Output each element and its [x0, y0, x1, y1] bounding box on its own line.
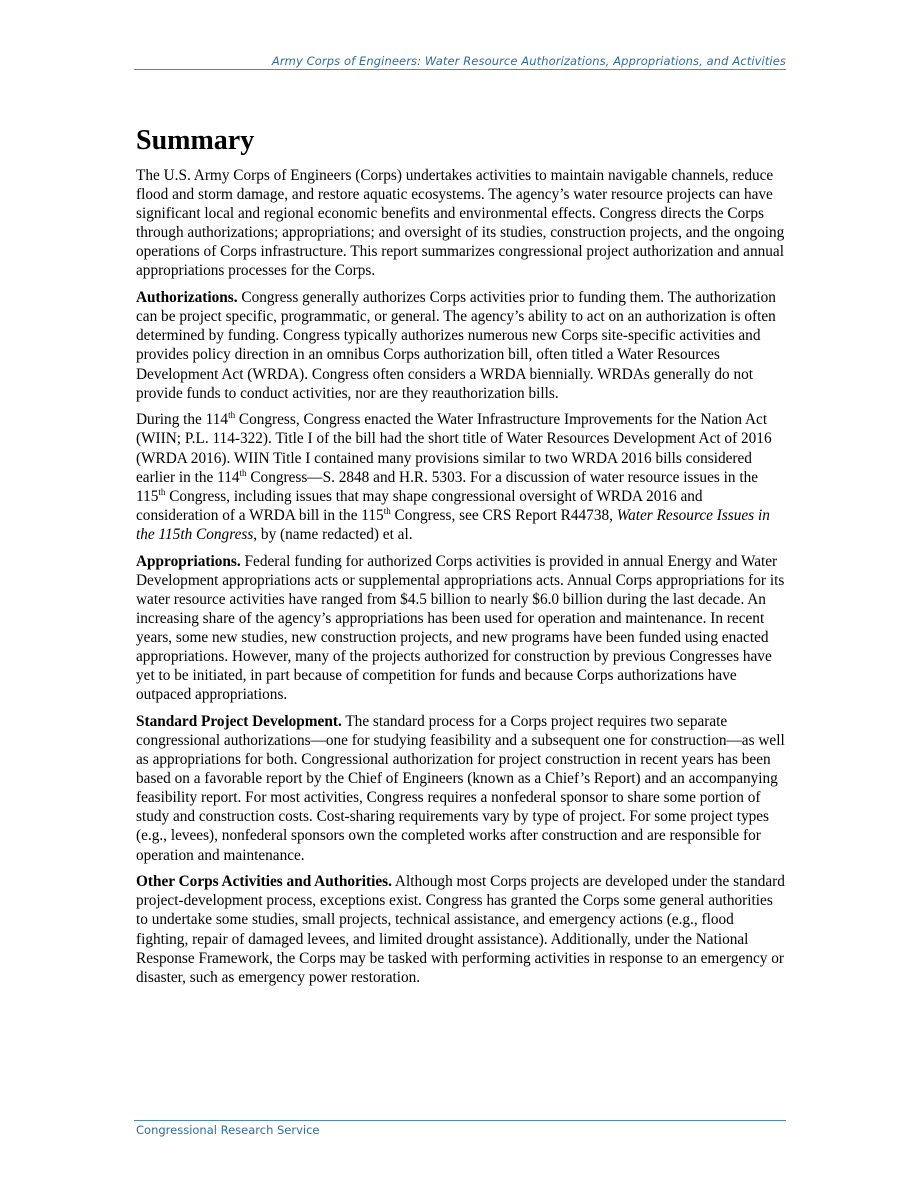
report-title: Water Resource Issues in the 115th Congress — [136, 506, 770, 543]
running-header: Army Corps of Engineers: Water Resource Authorizations, Appropriations, and Activities — [271, 54, 786, 68]
summary-section — [136, 124, 788, 994]
page-title: Summary — [136, 125, 255, 156]
paragraph-other-activities — [136, 872, 788, 987]
paragraph-text: Congress, Congress enacted the Water Infrastructure Improvements for the Nation Act (WIIN; P.L. 114-322). Title I of the bill had the short title of Water Resources Development Act of 2016 (WRDA 2016). WIIN Title I contained many provisions similar to two WRDA 2016 bills considered earlier in the 114 — [136, 411, 772, 486]
paragraph-congress — [136, 410, 788, 544]
paragraph-text: Although most Corps projects are developed under the standard project-development process, exceptions exist. Congress has granted the Corps some general authorities to undertake some studies, small projects, technical assistance, and emergency actions (e.g., flood fighting, repair of damaged levees, and limited drought assistance). Additionally, under the National Response Framework, the Corps may be tasked with performing activities in response to an emergency or disaster, such as emergency power restoration. — [136, 873, 785, 986]
paragraph-lead: Appropriations. — [136, 552, 241, 570]
paragraph-authorizations — [136, 288, 788, 403]
header-divider — [134, 69, 786, 70]
paragraph-text: Congress, including issues that may shape congressional oversight of WRDA 2016 and consideration of a WRDA bill in the 115 — [136, 487, 703, 524]
ordinal-superscript: th — [228, 410, 236, 421]
paragraph-text: Congress generally authorizes Corps activities prior to funding them. The authorization can be project specific, programmatic, or general. The agency’s ability to act on an authorization is often determined by funding. Congress typically authorizes numerous new Corps site-specific activities and provides policy direction in an omnibus Corps authorization bill, often titled a Water Resources Development Act (WRDA). Congress often considers a WRDA biennially. WRDAs generally do not provide funds to conduct activities, nor are they reauthorization bills. — [136, 289, 776, 402]
ordinal-superscript: th — [239, 467, 247, 478]
paragraph-text: Congress, see CRS Report R44738, — [390, 506, 617, 524]
ordinal-superscript: th — [158, 486, 166, 497]
paragraph-lead: Other Corps Activities and Authorities. — [136, 873, 392, 891]
paragraph-appropriations — [136, 552, 788, 705]
paragraph-intro: The U.S. Army Corps of Engineers (Corps) undertakes activities to maintain navigable channels, reduce flood and storm damage, and restore aquatic ecosystems. The agency’s water resource projects can have significant local and regional economic benefits and environmental effects. Congress directs the Corps through authorizations; appropriations; and oversight of its studies, construction projects, and the ongoing operations of Corps infrastructure. This report summarizes congressional project authorization and annual appropriations processes for the Corps. — [136, 167, 785, 280]
paragraph-text: During the 114 — [136, 411, 229, 429]
paragraph-lead: Authorizations. — [136, 289, 238, 307]
paragraph-lead: Standard Project Development. — [136, 712, 342, 730]
paragraph-text: The standard process for a Corps project requires two separate congressional authorizations—one for studying feasibility and a subsequent one for construction—as well as appropriations for both. Congressional authorization for project construction in recent years has been based on a favorable report by the Chief of Engineers (known as a Chief’s Report) and an accompanying feasibility report. For most activities, Congress requires a nonfederal sponsor to share some portion of study and construction costs. Cost-sharing requirements vary by type of project. For some project types (e.g., levees), nonfederal sponsors own the completed works after construction and are responsible for operation and maintenance. — [136, 712, 785, 864]
running-footer: Congressional Research Service — [136, 1123, 320, 1137]
paragraph-text: Congress—S. 2848 and H.R. 5303. For a discussion of water resource issues in the 115 — [136, 468, 759, 505]
paragraph-text: Federal funding for authorized Corps activities is provided in annual Energy and Water Development appropriations acts or supplemental appropriations acts. Annual Corps appropriations for its water resource activities have ranged from $4.5 billion to nearly $6.0 billion during the last decade. An increasing share of the agency’s appropriations has been used for operation and maintenance. In recent years, some new studies, new construction projects, and new programs have been funded using enacted appropriations. However, many of the projects authorized for construction by previous Congresses have yet to be initiated, in part because of competition for funds and because Corps authorizations have outpaced appropriations. — [136, 552, 785, 704]
ordinal-superscript: th — [383, 505, 391, 516]
paragraph-standard-development — [136, 712, 788, 865]
paragraph-text: , by (name redacted) et al. — [253, 525, 413, 543]
footer-divider — [134, 1120, 786, 1121]
